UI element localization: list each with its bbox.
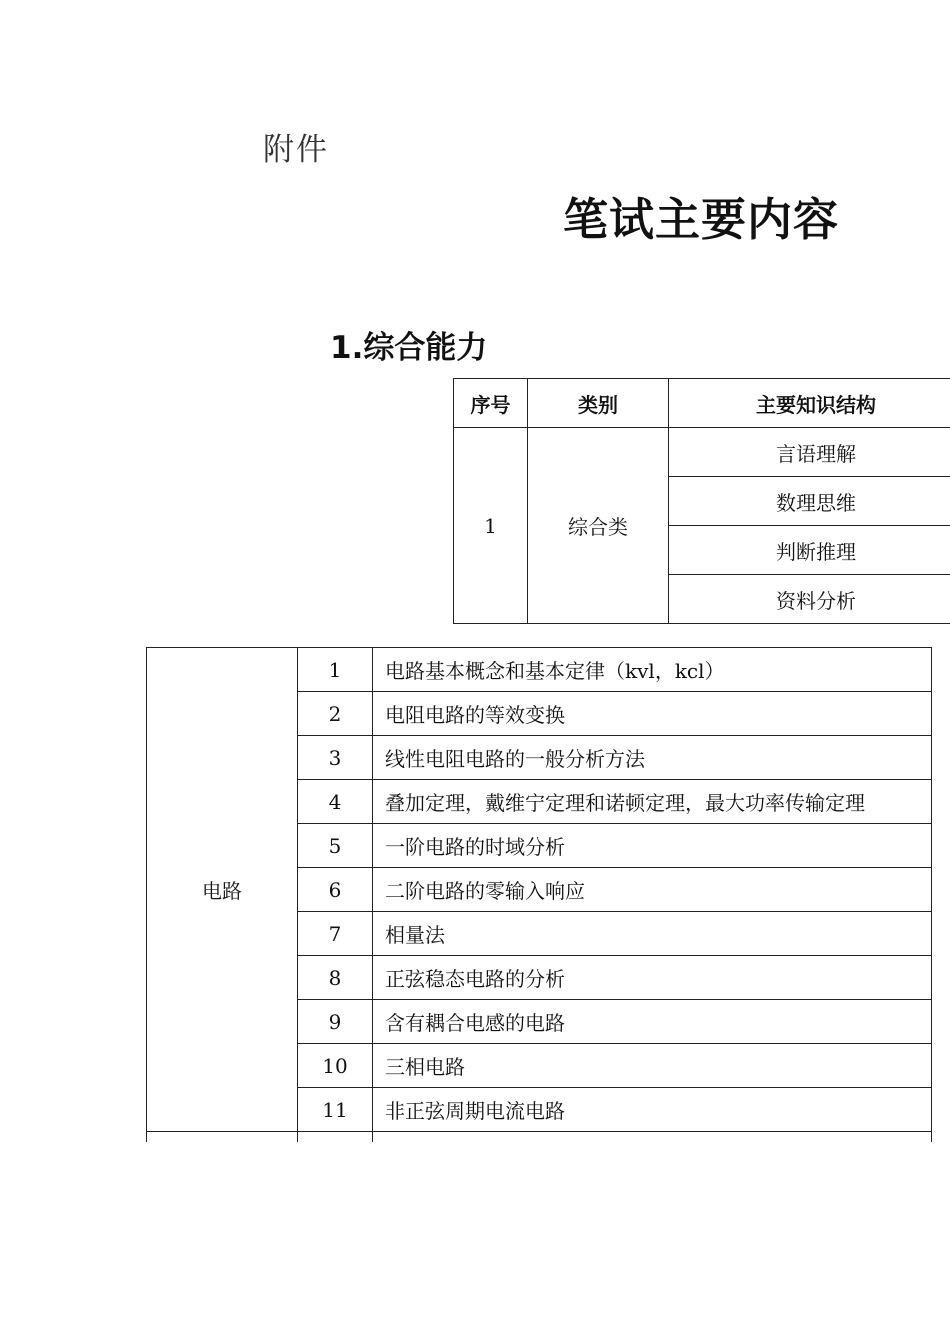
- topic-number: 11: [298, 1088, 373, 1132]
- attachment-label: 附件: [263, 132, 329, 168]
- topic-content: 叠加定理，戴维宁定理和诺顿定理，最大功率传输定理: [373, 780, 932, 824]
- header-number: 序号: [454, 379, 528, 428]
- topic-content: 非正弦周期电流电路: [373, 1088, 932, 1132]
- circuit-topics-table: [146, 647, 932, 1142]
- header-knowledge-structure: 主要知识结构: [669, 379, 950, 428]
- row-number-cell: 1: [454, 428, 528, 624]
- topic-content: 相量法: [373, 912, 932, 956]
- section-heading-comprehensive: 1.综合能力: [330, 330, 488, 366]
- page-title: 笔试主要内容: [563, 193, 840, 246]
- topic-number: 5: [298, 824, 373, 868]
- topic-number: 2: [298, 692, 373, 736]
- topic-content: 电阻电路的等效变换: [373, 692, 932, 736]
- continuation-cell: [147, 1132, 298, 1143]
- topic-number: 8: [298, 956, 373, 1000]
- topic-number: 1: [298, 648, 373, 692]
- topic-number: 3: [298, 736, 373, 780]
- topic-number: 4: [298, 780, 373, 824]
- knowledge-item: 判断推理: [669, 526, 950, 575]
- continuation-cell: [373, 1132, 932, 1143]
- topic-content: 线性电阻电路的一般分析方法: [373, 736, 932, 780]
- table-continuation-row: [147, 1132, 932, 1143]
- topic-content: 正弦稳态电路的分析: [373, 956, 932, 1000]
- comprehensive-ability-table: [453, 378, 950, 624]
- topic-content: 二阶电路的零输入响应: [373, 868, 932, 912]
- row-category-cell: 综合类: [528, 428, 669, 624]
- topic-content: 含有耦合电感的电路: [373, 1000, 932, 1044]
- continuation-cell: [298, 1132, 373, 1143]
- topic-content: 一阶电路的时域分析: [373, 824, 932, 868]
- topic-content: 三相电路: [373, 1044, 932, 1088]
- table-row: [147, 648, 932, 692]
- knowledge-item: 数理思维: [669, 477, 950, 526]
- table-row: [454, 428, 950, 477]
- topic-content: 电路基本概念和基本定律（kvl，kcl）: [373, 648, 932, 692]
- header-category: 类别: [528, 379, 669, 428]
- topic-number: 6: [298, 868, 373, 912]
- topic-number: 7: [298, 912, 373, 956]
- knowledge-item: 资料分析: [669, 575, 950, 624]
- circuit-category-cell: 电路: [147, 648, 298, 1132]
- knowledge-item: 言语理解: [669, 428, 950, 477]
- topic-number: 9: [298, 1000, 373, 1044]
- table-header-row: [454, 379, 950, 428]
- topic-number: 10: [298, 1044, 373, 1088]
